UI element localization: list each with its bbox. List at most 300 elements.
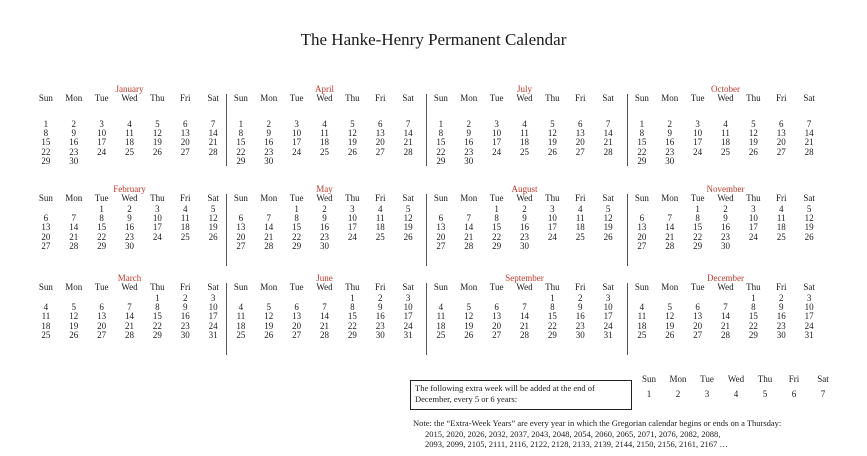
date-cell: 26 bbox=[804, 231, 814, 242]
date-cell: 4 bbox=[322, 119, 327, 129]
date-cell: 4 bbox=[778, 204, 784, 214]
date-cell: 14 bbox=[403, 128, 413, 139]
date-cell: 2 bbox=[577, 293, 583, 303]
date-cell: 4 bbox=[43, 302, 49, 313]
weekday-header: Tue bbox=[690, 193, 705, 203]
date-cell: 27 bbox=[292, 329, 302, 340]
date-cell: 20 bbox=[41, 231, 51, 242]
date-cell: 11 bbox=[41, 311, 51, 322]
date-cell: 26 bbox=[547, 146, 557, 157]
weekday-header: Sun bbox=[634, 282, 649, 292]
date-cell: 7 bbox=[71, 213, 77, 224]
extra-week-date: 7 bbox=[820, 389, 826, 399]
month-divider bbox=[627, 194, 628, 266]
date-cell: 1 bbox=[99, 204, 104, 214]
date-cell: 23 bbox=[320, 231, 329, 242]
extra-week-note bbox=[413, 418, 863, 450]
month-name: October bbox=[711, 84, 740, 94]
date-cell: 22 bbox=[547, 320, 557, 331]
date-cell: 14 bbox=[320, 311, 329, 322]
month-june bbox=[227, 273, 422, 355]
weekday-header: Mon bbox=[65, 282, 83, 292]
date-cell: 29 bbox=[637, 155, 647, 166]
date-cell: 29 bbox=[547, 329, 557, 340]
date-cell: 21 bbox=[520, 320, 529, 331]
note-years-line-2: 2093, 2099, 2105, 2111, 2116, 2122, 2128, 2133, 2139, 2144, 2150, 2156, 2161, 2167 … bbox=[425, 439, 728, 449]
date-cell: 10 bbox=[347, 213, 357, 224]
weekday-header: Mon bbox=[661, 282, 679, 292]
date-cell: 12 bbox=[403, 213, 413, 224]
month-name: January bbox=[115, 84, 144, 94]
weekday-header: Fri bbox=[574, 93, 586, 103]
date-cell: 30 bbox=[69, 155, 79, 166]
date-cell: 22 bbox=[748, 320, 758, 331]
weekday-header: Fri bbox=[775, 93, 787, 103]
date-cell: 29 bbox=[152, 329, 162, 340]
date-cell: 4 bbox=[577, 204, 583, 214]
date-cell: 29 bbox=[492, 240, 502, 251]
date-cell: 18 bbox=[575, 222, 585, 233]
date-cell: 20 bbox=[97, 320, 107, 331]
weekday-header: Sat bbox=[803, 282, 815, 292]
month-march bbox=[32, 273, 227, 355]
date-cell: 8 bbox=[639, 128, 645, 139]
date-cell: 20 bbox=[180, 137, 190, 148]
date-cell: 21 bbox=[464, 231, 474, 242]
weekday-header: Thu bbox=[150, 193, 165, 203]
date-cell: 12 bbox=[347, 128, 357, 139]
date-cell: 27 bbox=[492, 329, 502, 340]
date-cell: 7 bbox=[405, 119, 411, 129]
date-cell: 24 bbox=[748, 231, 758, 242]
weekday-header: Sat bbox=[402, 282, 414, 292]
date-cell: 9 bbox=[522, 213, 527, 224]
date-cell: 16 bbox=[180, 311, 190, 322]
weekday-header: Sun bbox=[634, 193, 649, 203]
date-cell: 10 bbox=[603, 302, 613, 313]
date-cell: 22 bbox=[436, 146, 446, 157]
date-cell: 26 bbox=[665, 329, 675, 340]
date-cell: 9 bbox=[266, 128, 272, 139]
extra-week-weekday: Fri bbox=[788, 374, 800, 384]
date-cell: 30 bbox=[264, 155, 274, 166]
date-cell: 25 bbox=[637, 329, 647, 340]
date-cell: 4 bbox=[723, 119, 728, 129]
month-name: November bbox=[706, 184, 745, 194]
date-cell: 24 bbox=[603, 320, 613, 331]
date-cell: 10 bbox=[748, 213, 758, 224]
date-cell: 1 bbox=[294, 204, 299, 214]
date-cell: 14 bbox=[208, 128, 218, 139]
month-december bbox=[628, 273, 823, 355]
weekday-header: Wed bbox=[316, 93, 333, 103]
date-cell: 10 bbox=[152, 213, 162, 224]
date-cell: 15 bbox=[637, 137, 647, 148]
date-cell: 3 bbox=[494, 119, 499, 129]
weekday-header: Sun bbox=[433, 93, 448, 103]
date-cell: 26 bbox=[347, 146, 357, 157]
weekday-header: Mon bbox=[65, 93, 83, 103]
date-cell: 4 bbox=[182, 204, 188, 214]
date-cell: 11 bbox=[320, 128, 329, 139]
date-cell: 12 bbox=[748, 128, 758, 139]
weekday-header: Sun bbox=[433, 282, 448, 292]
weekday-header: Thu bbox=[150, 282, 165, 292]
extra-week-date: 2 bbox=[675, 389, 681, 399]
date-cell: 29 bbox=[97, 240, 107, 251]
date-cell: 27 bbox=[575, 146, 585, 157]
date-cell: 23 bbox=[125, 231, 134, 242]
month-divider bbox=[627, 283, 628, 355]
weekday-header: Thu bbox=[746, 93, 761, 103]
date-cell: 28 bbox=[804, 146, 814, 157]
date-cell: 21 bbox=[69, 231, 79, 242]
date-cell: 2 bbox=[778, 293, 784, 303]
date-cell: 1 bbox=[550, 293, 555, 303]
date-cell: 9 bbox=[377, 302, 383, 313]
date-cell: 13 bbox=[236, 222, 246, 233]
date-cell: 30 bbox=[375, 329, 385, 340]
weekday-header: Sat bbox=[803, 93, 815, 103]
date-cell: 7 bbox=[723, 302, 728, 313]
date-cell: 18 bbox=[125, 137, 134, 148]
date-cell: 25 bbox=[436, 329, 446, 340]
date-cell: 27 bbox=[637, 240, 647, 251]
date-cell: 15 bbox=[347, 311, 357, 322]
date-cell: 9 bbox=[778, 302, 784, 313]
date-cell: 16 bbox=[69, 137, 79, 148]
date-cell: 5 bbox=[210, 204, 216, 214]
date-cell: 31 bbox=[603, 329, 613, 340]
date-cell: 11 bbox=[721, 128, 730, 139]
date-cell: 12 bbox=[69, 311, 79, 322]
month-divider bbox=[426, 94, 427, 166]
date-cell: 3 bbox=[294, 119, 299, 129]
date-cell: 13 bbox=[97, 311, 107, 322]
date-cell: 27 bbox=[236, 240, 246, 251]
date-cell: 28 bbox=[208, 146, 218, 157]
date-cell: 2 bbox=[182, 293, 188, 303]
weekday-header: Sat bbox=[602, 193, 614, 203]
date-cell: 6 bbox=[377, 119, 383, 129]
date-cell: 20 bbox=[575, 137, 585, 148]
month-divider bbox=[426, 283, 427, 355]
date-cell: 22 bbox=[41, 146, 51, 157]
date-cell: 13 bbox=[292, 311, 302, 322]
weekday-header: Thu bbox=[746, 193, 761, 203]
date-cell: 16 bbox=[575, 311, 585, 322]
date-cell: 16 bbox=[776, 311, 786, 322]
date-cell: 17 bbox=[603, 311, 613, 322]
weekday-header: Mon bbox=[260, 193, 278, 203]
date-cell: 27 bbox=[375, 146, 385, 157]
date-cell: 13 bbox=[436, 222, 446, 233]
date-cell: 22 bbox=[693, 231, 703, 242]
note-intro: Note: the “Extra-Week Years” are every year in which the Gregorian calendar begins or ends on a Thursday: bbox=[413, 418, 782, 428]
weekday-header: Tue bbox=[690, 93, 705, 103]
date-cell: 11 bbox=[375, 213, 385, 224]
date-cell: 5 bbox=[155, 119, 160, 129]
date-cell: 13 bbox=[776, 128, 786, 139]
date-cell: 25 bbox=[721, 146, 730, 157]
date-cell: 10 bbox=[492, 128, 502, 139]
date-cell: 14 bbox=[520, 311, 529, 322]
date-cell: 11 bbox=[236, 311, 246, 322]
date-cell: 30 bbox=[180, 329, 190, 340]
date-cell: 1 bbox=[155, 293, 160, 303]
date-cell: 15 bbox=[292, 222, 302, 233]
weekday-header: Tue bbox=[94, 193, 109, 203]
date-cell: 24 bbox=[347, 231, 357, 242]
extra-week-date: 4 bbox=[733, 389, 739, 399]
date-cell: 21 bbox=[264, 231, 274, 242]
month-divider bbox=[627, 94, 628, 166]
date-cell: 25 bbox=[125, 146, 134, 157]
date-cell: 21 bbox=[320, 320, 329, 331]
date-cell: 26 bbox=[603, 231, 613, 242]
date-cell: 13 bbox=[693, 311, 703, 322]
date-cell: 27 bbox=[436, 240, 446, 251]
weekday-header: Thu bbox=[150, 93, 165, 103]
date-cell: 8 bbox=[438, 128, 444, 139]
date-cell: 23 bbox=[721, 231, 730, 242]
date-cell: 22 bbox=[97, 231, 107, 242]
date-cell: 23 bbox=[375, 320, 385, 331]
weekday-header: Wed bbox=[121, 93, 138, 103]
weekday-header: Tue bbox=[489, 193, 504, 203]
date-cell: 28 bbox=[320, 329, 329, 340]
date-cell: 10 bbox=[693, 128, 703, 139]
date-cell: 16 bbox=[125, 222, 134, 233]
weekday-header: Sun bbox=[233, 93, 248, 103]
date-cell: 2 bbox=[522, 204, 527, 214]
date-cell: 15 bbox=[97, 222, 107, 233]
weekday-header: Sun bbox=[233, 193, 248, 203]
date-cell: 9 bbox=[466, 128, 472, 139]
month-name: April bbox=[315, 84, 334, 94]
date-cell: 8 bbox=[494, 213, 499, 224]
date-cell: 24 bbox=[403, 320, 413, 331]
date-cell: 6 bbox=[238, 213, 244, 224]
date-cell: 25 bbox=[575, 231, 585, 242]
date-cell: 8 bbox=[99, 213, 104, 224]
date-cell: 6 bbox=[639, 213, 645, 224]
date-cell: 26 bbox=[152, 146, 162, 157]
date-cell: 12 bbox=[264, 311, 274, 322]
date-cell: 27 bbox=[180, 146, 190, 157]
date-cell: 25 bbox=[41, 329, 51, 340]
date-cell: 30 bbox=[665, 155, 675, 166]
date-cell: 24 bbox=[804, 320, 814, 331]
extra-week-weekday: Thu bbox=[757, 374, 773, 384]
month-september bbox=[427, 273, 622, 355]
weekday-header: Fri bbox=[574, 282, 586, 292]
weekday-header: Mon bbox=[460, 282, 478, 292]
date-cell: 19 bbox=[804, 222, 814, 233]
date-cell: 12 bbox=[603, 213, 613, 224]
date-cell: 16 bbox=[320, 222, 329, 233]
date-cell: 13 bbox=[575, 128, 585, 139]
date-cell: 18 bbox=[236, 320, 246, 331]
date-cell: 31 bbox=[804, 329, 814, 340]
date-cell: 9 bbox=[322, 213, 327, 224]
month-name: August bbox=[511, 184, 538, 194]
weekday-header: Mon bbox=[661, 93, 679, 103]
date-cell: 19 bbox=[403, 222, 413, 233]
date-cell: 5 bbox=[466, 302, 472, 313]
date-cell: 3 bbox=[405, 293, 411, 303]
month-divider bbox=[426, 194, 427, 266]
date-cell: 30 bbox=[520, 240, 529, 251]
month-august bbox=[427, 184, 622, 266]
date-cell: 1 bbox=[494, 204, 499, 214]
weekday-header: Tue bbox=[289, 193, 304, 203]
date-cell: 2 bbox=[377, 293, 383, 303]
weekday-header: Fri bbox=[374, 93, 386, 103]
date-cell: 15 bbox=[41, 137, 51, 148]
date-cell: 18 bbox=[637, 320, 647, 331]
date-cell: 21 bbox=[665, 231, 675, 242]
extra-week-weekday: Tue bbox=[700, 374, 714, 384]
date-cell: 26 bbox=[464, 329, 474, 340]
weekday-header: Thu bbox=[545, 282, 560, 292]
weekday-header: Sat bbox=[803, 193, 815, 203]
date-cell: 18 bbox=[41, 320, 51, 331]
weekday-header: Sun bbox=[233, 282, 248, 292]
date-cell: 20 bbox=[375, 137, 385, 148]
date-cell: 16 bbox=[520, 222, 529, 233]
date-cell: 23 bbox=[665, 146, 675, 157]
date-cell: 27 bbox=[776, 146, 786, 157]
date-cell: 29 bbox=[236, 155, 246, 166]
weekday-header: Tue bbox=[94, 93, 109, 103]
weekday-header: Tue bbox=[690, 282, 705, 292]
date-cell: 18 bbox=[436, 320, 446, 331]
weekday-header: Fri bbox=[374, 282, 386, 292]
weekday-header: Wed bbox=[316, 193, 333, 203]
date-cell: 19 bbox=[665, 320, 675, 331]
date-cell: 23 bbox=[776, 320, 786, 331]
date-cell: 28 bbox=[264, 240, 274, 251]
date-cell: 19 bbox=[748, 137, 758, 148]
date-cell: 29 bbox=[292, 240, 302, 251]
weekday-header: Tue bbox=[94, 282, 109, 292]
date-cell: 15 bbox=[693, 222, 703, 233]
date-cell: 5 bbox=[405, 204, 411, 214]
date-cell: 5 bbox=[667, 302, 673, 313]
date-cell: 16 bbox=[665, 137, 675, 148]
date-cell: 12 bbox=[208, 213, 218, 224]
weekday-header: Thu bbox=[746, 282, 761, 292]
date-cell: 19 bbox=[347, 137, 357, 148]
date-cell: 30 bbox=[125, 240, 134, 251]
weekday-header: Fri bbox=[179, 93, 191, 103]
weekday-header: Sun bbox=[38, 193, 53, 203]
date-cell: 22 bbox=[236, 146, 246, 157]
date-cell: 12 bbox=[665, 311, 675, 322]
date-cell: 12 bbox=[804, 213, 814, 224]
date-cell: 13 bbox=[492, 311, 502, 322]
date-cell: 3 bbox=[550, 204, 555, 214]
date-cell: 17 bbox=[492, 137, 502, 148]
date-cell: 1 bbox=[350, 293, 355, 303]
date-cell: 8 bbox=[751, 302, 756, 313]
date-cell: 10 bbox=[403, 302, 413, 313]
weekday-header: Sat bbox=[207, 93, 219, 103]
month-divider bbox=[226, 283, 227, 355]
date-cell: 17 bbox=[208, 311, 218, 322]
date-cell: 17 bbox=[292, 137, 302, 148]
date-cell: 22 bbox=[637, 146, 647, 157]
date-cell: 5 bbox=[350, 119, 355, 129]
date-cell: 8 bbox=[43, 128, 49, 139]
date-cell: 24 bbox=[492, 146, 502, 157]
weekday-header: Tue bbox=[289, 93, 304, 103]
date-cell: 23 bbox=[264, 146, 274, 157]
weekday-header: Sat bbox=[207, 282, 219, 292]
weekday-header: Wed bbox=[717, 93, 734, 103]
date-cell: 17 bbox=[152, 222, 162, 233]
extra-week-date: 5 bbox=[762, 389, 768, 399]
date-cell: 30 bbox=[464, 155, 474, 166]
extra-week-date: 3 bbox=[704, 389, 710, 399]
date-cell: 8 bbox=[350, 302, 355, 313]
date-cell: 23 bbox=[69, 146, 79, 157]
date-cell: 6 bbox=[182, 119, 188, 129]
date-cell: 4 bbox=[438, 302, 444, 313]
date-cell: 7 bbox=[127, 302, 132, 313]
date-cell: 29 bbox=[436, 155, 446, 166]
date-cell: 5 bbox=[550, 119, 555, 129]
date-cell: 6 bbox=[494, 302, 499, 313]
date-cell: 10 bbox=[804, 302, 814, 313]
date-cell: 20 bbox=[236, 231, 246, 242]
date-cell: 15 bbox=[748, 311, 758, 322]
date-cell: 1 bbox=[695, 204, 700, 214]
extra-week-weekday: Sat bbox=[817, 374, 829, 384]
date-cell: 8 bbox=[238, 128, 244, 139]
date-cell: 4 bbox=[238, 302, 244, 313]
date-cell: 16 bbox=[264, 137, 274, 148]
date-cell: 12 bbox=[547, 128, 557, 139]
date-cell: 9 bbox=[127, 213, 132, 224]
date-cell: 17 bbox=[804, 311, 814, 322]
weekday-header: Wed bbox=[316, 282, 333, 292]
extra-week-date: 6 bbox=[791, 389, 797, 399]
date-cell: 27 bbox=[41, 240, 51, 251]
month-name: June bbox=[316, 273, 333, 283]
month-november bbox=[628, 184, 823, 266]
date-cell: 19 bbox=[603, 222, 613, 233]
date-cell: 18 bbox=[776, 222, 786, 233]
date-cell: 29 bbox=[748, 329, 758, 340]
note-years-line-1: 2015, 2020, 2026, 2032, 2037, 2043, 2048, 2054, 2060, 2065, 2071, 2076, 2082, 2088, bbox=[425, 428, 721, 439]
weekday-header: Wed bbox=[516, 93, 533, 103]
weekday-header: Fri bbox=[574, 193, 586, 203]
date-cell: 6 bbox=[43, 213, 49, 224]
date-cell: 16 bbox=[375, 311, 385, 322]
date-cell: 5 bbox=[751, 119, 756, 129]
date-cell: 17 bbox=[547, 222, 557, 233]
date-cell: 23 bbox=[520, 231, 529, 242]
date-cell: 28 bbox=[520, 329, 529, 340]
date-cell: 18 bbox=[320, 137, 329, 148]
month-july bbox=[427, 84, 622, 166]
date-cell: 23 bbox=[180, 320, 190, 331]
date-cell: 13 bbox=[375, 128, 385, 139]
date-cell: 28 bbox=[603, 146, 613, 157]
weekday-header: Sat bbox=[207, 193, 219, 203]
